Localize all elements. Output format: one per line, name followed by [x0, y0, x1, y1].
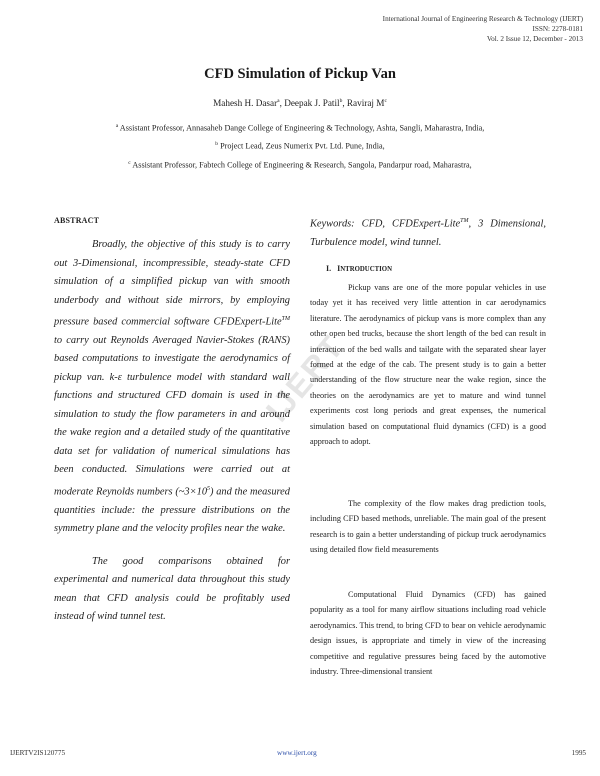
author-name: Raviraj M — [346, 98, 385, 109]
author-line: Mahesh H. Dasar$^a$, Deepak J. Patil$^b$, Raviraj $M^c$ — [213, 98, 387, 109]
author-name: Deepak J. Patil — [284, 98, 340, 109]
journal-header — [303, 14, 583, 44]
ijert-watermark: IJERT — [258, 328, 352, 429]
abstract-paragraph-2: The good comparisons obtained for experimental and numerical data throughout this study mean that CFD analysis could be profitably used instead of wind tunnel test. — [54, 555, 290, 623]
keywords: Keywords: CFD, CFDExpert-Lite™, 3 Dimensional, Turbulence model, wind tunnel. — [310, 218, 546, 248]
footer-page-number: 1995 — [571, 749, 586, 757]
abstract-paragraph-1: Broadly, the objective of this study is to carry out 3-Dimensional, incompressible, steady-state CFD simulation of a simplified pickup van with smooth underbody and without side mirrors, by employing pressure based commercial software CFDExpert-Lite™ to carry out Reynolds Averaged Navier-Stokes (RANS) based computations to investigate the aerodynamics of pickup van. k-ε turbulence model with standard wall functions and structured CFD domain is used in the simulation to study the flow parameters in and around the wake region and a detailed study of the quantitative data set for validation of numerical simulations has been conducted. Simulations were carried out at moderate Reynolds numbers $(\sim 3\times 10^5)$ and the measured quantities include: the pressure distributions on the symmetry plane and the velocity profiles near the wake. — [54, 239, 290, 535]
journal-name: International Journal of Engineering Research & Technology (IJERT) — [382, 15, 583, 23]
affiliation-a: $^a$ Assistant Professor, Annasaheb Dange College of Engineering & Technology, Ashta, Sangli, Maharastra, India, — [115, 123, 485, 133]
paper-title: CFD Simulation of Pickup Van — [204, 66, 396, 82]
author-name: Mahesh H. Dasar — [213, 98, 278, 109]
abstract-heading: ABSTRACT — [54, 216, 100, 225]
intro-paragraph-1: Pickup vans are one of the more popular vehicles in use today yet it has received very little attention in car aerodynamics literature. The aerodynamics of pickup vans is more complex than any other open bed trucks, because the short length of the bed can result in interaction of the bed walls and tailgate with the separated shear layer formed at the edge of the cab. The present study is to gain a better understanding of the flow structure near the wake region, since the theories on the aerodynamics are yet to mature and wind tunnel experiments cost long periods and great expenses, the numerical simulation based on computational fluid dynamics (CFD) is a good approach to adopt. — [310, 283, 546, 447]
footer-paper-id: IJERTV2IS120775 — [10, 749, 66, 757]
footer-website-link[interactable]: www.ijert.org — [277, 749, 317, 757]
intro-paragraph-2: The complexity of the flow makes drag prediction tools, including CFD based methods, unreliable. The main goal of the present research is to gain a better understanding of pickup truck aerodynamics using detailed flow field measurements — [310, 499, 546, 555]
affiliation-c: $^c$ Assistant Professor, Fabtech College of Engineering & Research, Sangola, Pandarpur road, Maharastra, — [128, 160, 472, 170]
abstract-text — [54, 236, 290, 627]
author-sup: a — [277, 98, 280, 104]
journal-volume: Vol. 2 Issue 12, December - 2013 — [486, 35, 583, 43]
author-sup: b — [339, 98, 343, 104]
affiliation-b: $^b$ Project Lead, Zeus Numerix Pvt. Ltd. Pune, India, — [215, 141, 385, 151]
journal-issn: ISSN: 2278-0181 — [532, 25, 583, 33]
author-sup: c — [384, 98, 387, 104]
section-heading-introduction: I. INTRODUCTION — [326, 264, 392, 273]
intro-paragraph-3: Computational Fluid Dynamics (CFD) has gained popularity as a tool for many airflow situations including road vehicle aerodynamics. This trend, to bring CFD to bear on vehicle aerodynamic design issues, is appropriate and timely in view of the increasing competitive and regulative pressures being faced by the automotive industry. Three-dimensional transient — [310, 590, 546, 677]
